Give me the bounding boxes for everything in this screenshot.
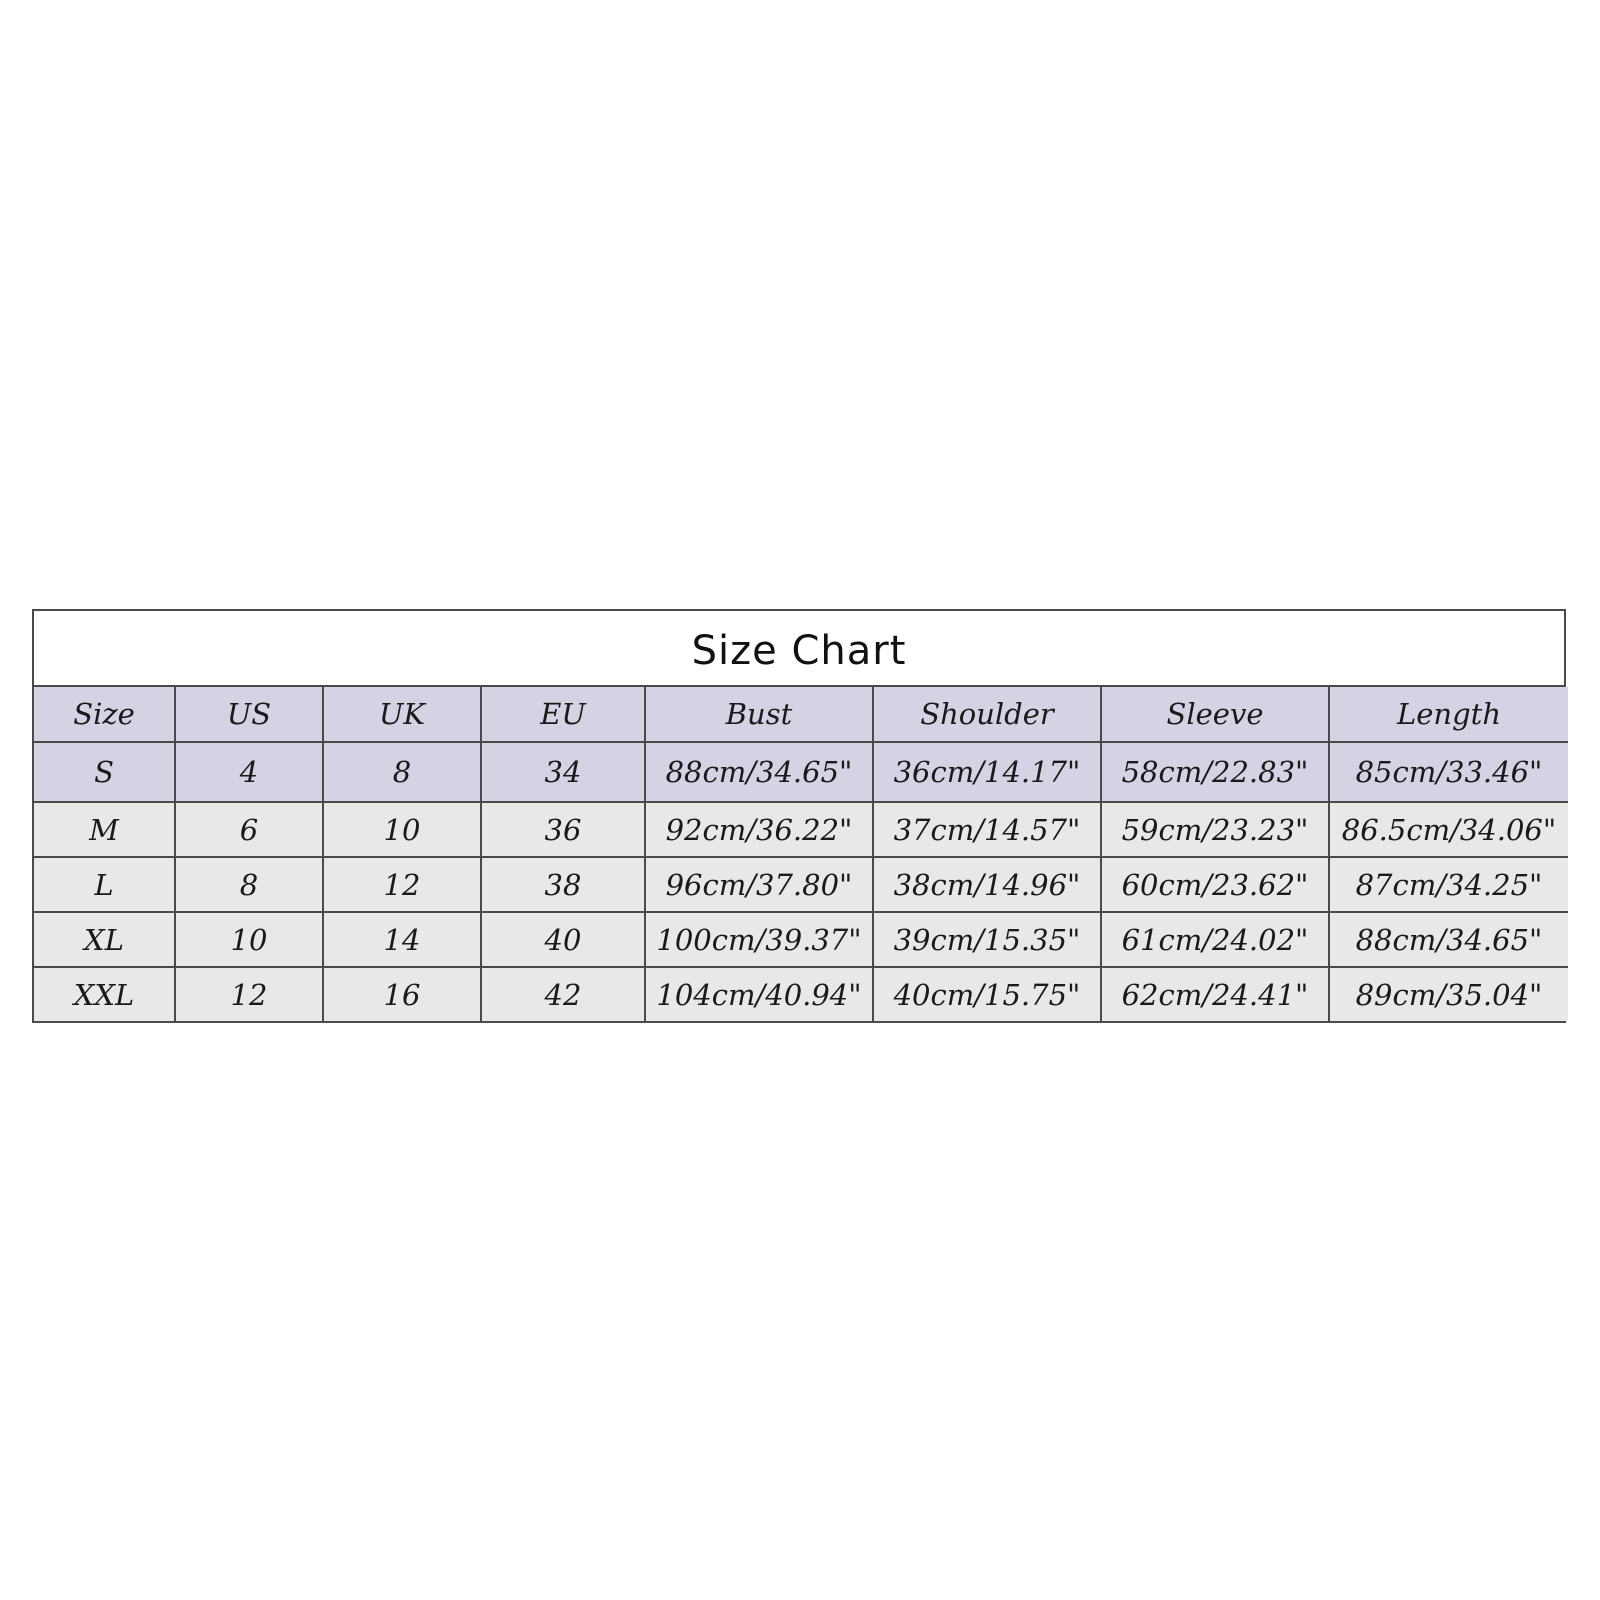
size-table: [34, 687, 1568, 1021]
cell-shoulder: 40cm/15.75": [873, 967, 1101, 1021]
cell-length: 88cm/34.65": [1329, 912, 1568, 967]
cell-size: S: [34, 742, 175, 802]
cell-size: L: [34, 857, 175, 912]
cell-length: 87cm/34.25": [1329, 857, 1568, 912]
table-row: [34, 912, 1568, 967]
table-row: [34, 967, 1568, 1021]
header-uk: UK: [323, 687, 481, 742]
cell-sleeve: 58cm/22.83": [1101, 742, 1329, 802]
cell-uk: 12: [323, 857, 481, 912]
cell-eu: 38: [481, 857, 645, 912]
cell-shoulder: 38cm/14.96": [873, 857, 1101, 912]
cell-size: M: [34, 802, 175, 857]
cell-length: 89cm/35.04": [1329, 967, 1568, 1021]
cell-length: 86.5cm/34.06": [1329, 802, 1568, 857]
size-chart: [32, 609, 1566, 1023]
cell-eu: 40: [481, 912, 645, 967]
table-row: [34, 857, 1568, 912]
cell-bust: 96cm/37.80": [645, 857, 873, 912]
header-bust: Bust: [645, 687, 873, 742]
cell-size: XL: [34, 912, 175, 967]
cell-us: 12: [175, 967, 323, 1021]
cell-eu: 36: [481, 802, 645, 857]
cell-sleeve: 60cm/23.62": [1101, 857, 1329, 912]
cell-us: 10: [175, 912, 323, 967]
cell-eu: 42: [481, 967, 645, 1021]
cell-shoulder: 39cm/15.35": [873, 912, 1101, 967]
cell-shoulder: 37cm/14.57": [873, 802, 1101, 857]
cell-shoulder: 36cm/14.17": [873, 742, 1101, 802]
cell-us: 8: [175, 857, 323, 912]
cell-us: 4: [175, 742, 323, 802]
cell-bust: 100cm/39.37": [645, 912, 873, 967]
cell-bust: 88cm/34.65": [645, 742, 873, 802]
cell-uk: 10: [323, 802, 481, 857]
chart-title: Size Chart: [34, 611, 1564, 687]
cell-us: 6: [175, 802, 323, 857]
header-size: Size: [34, 687, 175, 742]
table-row: [34, 742, 1568, 802]
header-sleeve: Sleeve: [1101, 687, 1329, 742]
table-row: [34, 802, 1568, 857]
cell-sleeve: 62cm/24.41": [1101, 967, 1329, 1021]
cell-bust: 92cm/36.22": [645, 802, 873, 857]
cell-uk: 16: [323, 967, 481, 1021]
header-us: US: [175, 687, 323, 742]
cell-uk: 8: [323, 742, 481, 802]
header-eu: EU: [481, 687, 645, 742]
cell-uk: 14: [323, 912, 481, 967]
cell-eu: 34: [481, 742, 645, 802]
cell-sleeve: 59cm/23.23": [1101, 802, 1329, 857]
cell-bust: 104cm/40.94": [645, 967, 873, 1021]
header-length: Length: [1329, 687, 1568, 742]
cell-length: 85cm/33.46": [1329, 742, 1568, 802]
header-shoulder: Shoulder: [873, 687, 1101, 742]
cell-sleeve: 61cm/24.02": [1101, 912, 1329, 967]
cell-size: XXL: [34, 967, 175, 1021]
header-row: [34, 687, 1568, 742]
